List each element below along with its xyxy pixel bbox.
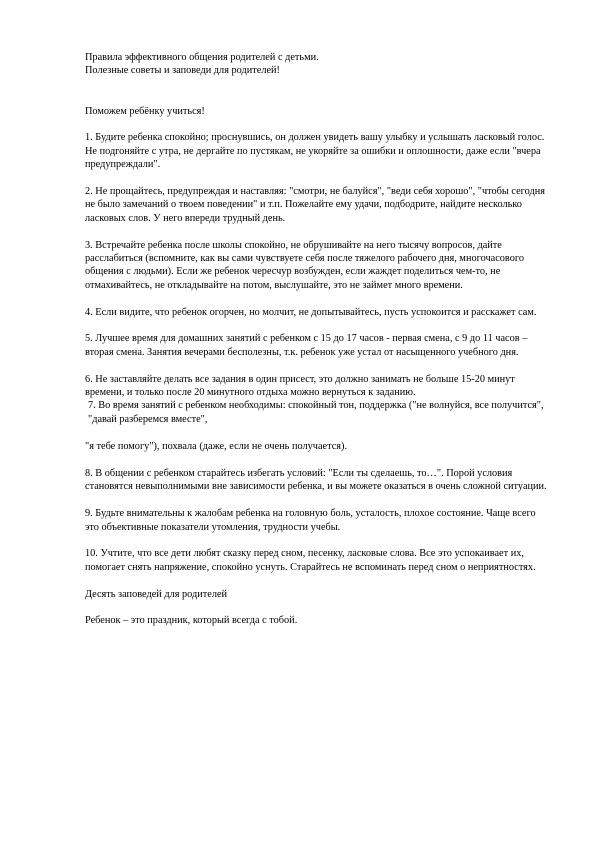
paragraph-9: 9. Будьте внимательны к жалобам ребенка на головную боль, усталость, плохое состояние. Чаще всего это объективные показатели утомления, трудности учебы. — [85, 508, 536, 533]
section-title: Поможем ребёнку учиться! — [85, 105, 205, 117]
paragraph-2: 2. Не прощайтесь, предупреждая и наставляя: "смотри, не балуйся", "веди себя хорошо", "чтобы сегодня не было замечаний о твоем поведении" и т.п. Пожелайте ему удачи, подбодрите, найдите несколько ласковых слов. У него впереди трудный день. — [85, 186, 545, 224]
header-line-1: Правила эффективного общения родителей с детьми. — [85, 52, 319, 63]
paragraph-7: 7. Во время занятий с ребенком необходимы: спокойный тон, поддержка ("не волнуйся, все получится", "давай разберемся вместе", — [88, 400, 544, 425]
paragraph-6: 6. Не заставляйте делать все задания в один присест, это должно занимать не больше 15-20 минут времени, и только после 20 минутного отдыха можно вернуться к заданию. — [85, 373, 515, 399]
paragraph-10: 10. Учтите, что все дети любят сказку перед сном, песенку, ласковые слова. Все это успокаивает их, помогает снять напряжение, спокойно уснуть. Старайтесь не вспоминать перед сном о неприятностях. — [85, 548, 536, 573]
commandments-title: Десять заповедей для родителей — [85, 588, 228, 600]
paragraph-7-continued: "я тебе помогу"), похвала (даже, если не очень получается). — [85, 441, 348, 453]
closing-line: Ребенок – это праздник, который всегда с тобой. — [85, 615, 298, 627]
paragraph-1: 1. Будите ребенка спокойно; проснувшись, он должен увидеть вашу улыбку и услышать ласковый голос. Не подгоняйте с утра, не дергайте по пустякам, не укоряйте за ошибки и оплошности, даже если "вчера предупреждали". — [85, 132, 545, 171]
paragraph-8: 8. В общении с ребенком старайтесь избегать условий: "Если ты сделаешь, то…". Порой условия становятся невыполнимыми вне зависимости ребенка, и вы можете оказаться в очень сложной ситуации. — [85, 468, 547, 493]
paragraph-4: 4. Если видите, что ребенок огорчен, но молчит, не допытывайтесь, пусть успокоится и расскажет сам. — [85, 306, 537, 318]
header-line-2: Полезные советы и заповеди для родителей! — [85, 65, 280, 77]
document-body — [85, 51, 547, 628]
paragraph-3: 3. Встречайте ребенка после школы спокойно, не обрушивайте на него тысячу вопросов, дайте расслабиться (вспомните, как вы сами чувствуете себя после тяжелого рабочего дня, многочасового общения с людьми). Если же ребенок чересчур возбужден, если жаждет поделиться чем-то, не отмахивайтесь, не откладывайте на потом, выслушайте, это не займет много времени. — [85, 239, 524, 291]
paragraph-5: 5. Лучшее время для домашних занятий с ребенком с 15 до 17 часов - первая смена, с 9 до 11 часов – вторая смена. Занятия вечерами бесполезны, т.к. ребенок уже устал от насыщенного учебного дня. — [85, 333, 528, 358]
